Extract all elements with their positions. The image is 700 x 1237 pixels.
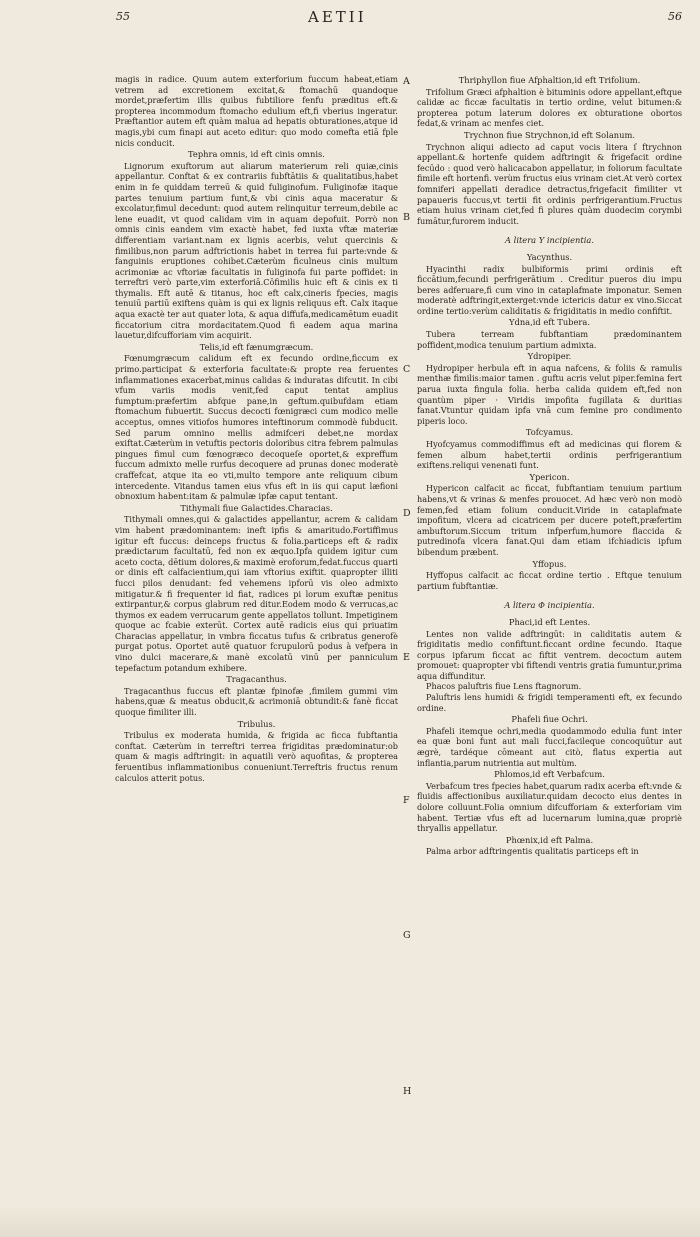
page-bottom-edge	[0, 1205, 700, 1237]
paragraph: Tubera terream fubftantiam prædominantem poffident,modica tenuium partium admixta.	[417, 329, 682, 350]
section-heading: A litera Φ incipientia.	[504, 600, 595, 611]
entry-heading: Tribulus.	[237, 718, 276, 729]
right-column	[417, 74, 682, 857]
margin-letter-a: A	[403, 76, 410, 87]
entry-heading: Phlomos,id eft Verbafcum.	[494, 769, 605, 780]
margin-letter-g: G	[403, 930, 411, 941]
entry-heading: Telis,id eft fænumgræcum.	[199, 341, 314, 352]
entry-heading: Trychnon fiue Strychnon,id eft Solanum.	[464, 129, 635, 140]
entry-heading: Tephra omnis, id eft cinis omnis.	[188, 149, 325, 160]
margin-letter-f: F	[403, 795, 410, 806]
left-column	[115, 74, 398, 783]
entry-heading: Yacynthus.	[526, 251, 573, 262]
entry-heading: Ydna,id eft Tubera.	[509, 317, 590, 328]
paragraph: Hydropiper herbula eft in aqua nafcens, & foliis & ramulis menthæ fimilis:maior tamen . guftu acris velut piper.femina fert parua iuxta fingula folia. herba calida quidem eft,fed non quantùm piper · Viridis impofita fugillata & duritias fanat.Vtuntur quidam ipfa vnā cum femine pro condimento piperis loco.	[417, 362, 682, 426]
paragraph: Phacos paluftris fiue Lens ftagnorum.	[426, 681, 582, 692]
page-number-right: 56	[668, 10, 682, 23]
section-heading: A litera Υ incipientia.	[505, 235, 594, 246]
margin-letter-h: H	[403, 1086, 412, 1097]
entry-heading: Ypericon.	[529, 471, 570, 482]
entry-heading: Thriphyllon fiue Afphaltion,id eft Trifolium.	[458, 75, 641, 85]
page-header	[0, 6, 700, 30]
margin-letter-e: E	[403, 652, 410, 663]
entry-heading: Phœnix,id eft Palma.	[505, 834, 594, 845]
entry-heading: Yffopus.	[532, 558, 567, 569]
paragraph: Lignorum exuftorum aut aliarum materierum reli quiæ,cinis appellantur. Conftat & ex contrariis fubftātiis & qualitatibus,habet enim in fe quiddam terreū & quid fuliginofum. Fuliginofæ itaque partes tenuium partium funt,& vbi cinis aqua maceratur & excolatur,fimul decedunt: quod autem relinquitur terreum,debile ac lene euadit, vt quod calidam vim in aquam depofuit. Porrò non omnis cinis eandem vim exactè habet, fed iuxta vftæ materiæ differentiam variant.nam ex lignis acerbis, velut quercinis & fimilibus,non parum adftrictionis habet in terrea fui parte:vnde & fanguinis eruptiones cohibet.Cæterùm ficulneus cinis multum acrimoniæ ac vftoriæ facultatis in fuliginofa fui parte poffidet: in terreftri verò parte,vim exterforiā.Cōfimilis huic eft & cinis ex ti thymalis. Eft autē & titanus, hoc eft calx,cineris fpecies, magis tenuiū partiū exiftens quàm is qui ex lignis reliquus eft. Calx itaque aqua exactè ter aut quater lota, & aqua diffufa,medicamētum euadit ficcatorium citra mordacitatem.Quod fi eadem aqua marina lauetur,difcufforiam vim acquirit.	[115, 160, 398, 341]
paragraph: Phafeli itemque ochri,media quodammodo edulia funt inter ea quæ boni funt aut mali fucci,facileque concoquūtur aut ægrè, tardéque cōmeant aut citò, flatus expertia aut inflantia,parum nutrientia aut multùm.	[417, 725, 682, 768]
margin-letter-b: B	[403, 212, 410, 223]
running-head: AETII	[308, 8, 367, 26]
paragraph: Hypericon calfacit ac ficcat, fubftantiam tenuium partium habens,vt & vrinas & menfes prouocet. Ad hæc verò non modò femen,fed etiam folium conducit.Viride in cataplafmate impofitum, vlcera ad cicatricem per ducere poteft,præfertim ambuftorum.Siccum tritum infperfum,humore flaccida & putredinofa vlcera fanat.Qui dam etiam ifchiadicis ipfum bibendum præbent.	[417, 483, 682, 557]
entry-heading: Ydropiper.	[527, 351, 572, 362]
paragraph: Hyofcyamus commodiffimus eft ad medicinas qui florem & femen album habet,tertii ordinis perfrigerantium exiftens.reliqui venenati funt.	[417, 439, 682, 471]
entry-heading: Phafeli fiue Ochri.	[511, 714, 588, 725]
paragraph: Tribulus ex moderata humida, & frigida ac ficca fubftantia conftat. Cæterùm in terreftri terrea frigiditas prædominatur:ob quam & magis adftringit: in aquatili verò aquofitas, & propterea feruentibus inflammationibus conueniunt.Terreftris fructus renum calculos atterit potus.	[115, 730, 398, 783]
page-number-left: 55	[116, 10, 130, 23]
paragraph: Tithymali omnes,qui & galactides appellantur, acrem & calidam vim habent prædominantem: ineft ipfis & amaritudo.Fortiffimus igitur eft fuccus: deinceps fructus & folia.particeps eft & radix prædictarum facultatū, fed non ex æquo.Ipfa quidem igitur cum aceto cocta, dētium dolores,& maximè eroforum,fedat.fuccus quarti or dinis eft calfacientium,qui iam vftorius exiftit. quapropter illiti fucci pilos denudant: fed vehemens ipforū vis oleo admixto mitigatur.& fi frequenter id fiat, radices pi lorum exuftæ penitus extirpantur,& corpus glabrum red ditur.Eodem modo & verrucas,ac thymos ex eadem verrucarum gente appellatos tollunt. Impetiginem quoque ac fcabie exterūt. Cortex autē radicis eius qui priuatim Characias appellatur, in vmbra ficcatus tufus & cribratus generofè purgat potus. Oportet autē quatuor fcrupulorū podus à vefpera in vino dulci macerare,& manè excolatū vinū per panniculum tepefactum potandum exhibere.	[115, 514, 398, 673]
paragraph: Tragacanthus fuccus eft plantæ fpinofæ ,fimilem gummi vim habens,quæ & meatus obducit,& acrimoniā obtundit:& fanè ficcat quoque fimiliter illi.	[115, 685, 398, 718]
paragraph: Fœnumgræcum calidum eft ex fecundo ordine,ficcum ex primo.participat & exterforia facultate:& propte rea feruentes inflammationes exacerbat,minus calidas & induratas difcutit. In cibi vfum variis modis venit,fed caput tentat amplius fumptum:præfertim abfque pane,in geftum.quibufdam etiam ftomachum fubuertit. Succus decocti fœnigræci cum modico melle acceptus, omnes vitiofos humores inteftinorum commodè fubducit. Sed parum omnino mellis admifceri debet,ne mordax exiftat.Cæterùm in vetuftis pectoris doloribus citra febrem palmulas pingues fimul cum fœnogræco decoqueſe oportet,& expreffum fuccum admixto melle rurfus decoquere ad prunas donec moderatè craffefcat, atque ita eo vti,multo tempore ante reliquum cibum intercedente. Vitandus tamen eius vfus eft in iis qui caput læfioni obnoxium habent:itam & palmulæ ipfæ caput tentant.	[115, 353, 398, 502]
paragraph: Trychnon aliqui adiecto ad caput vocis litera ſ ftrychnon appellant.& hortenfe quidem adftringit & frigefacit ordine fecūdo : quod verò halicacabon appellatur, in foliorum facultate fimile eft hortenfi. verùm fructus eius vrinam ciet.At verò cortex fomniferi appellati deradice detractus,frigefacit fimiliter vt papaueris fuccus,vt tertii fit ordinis perfrigerantium.Fructus etiam huius vrinam ciet,fed fi plures quàm duodecim corymbi fumātur,furorem inducit.	[417, 141, 682, 226]
entry-heading: Tragacanthus.	[226, 674, 287, 685]
paragraph: Paluftris lens humidi & frigidi temperamenti eft, ex fecundo ordine.	[417, 692, 682, 713]
paragraph: Trifolium Græci afphaltion è bituminis odore appellant,eftque calidæ ac ficcæ facultatis in tertio ordine, velut bitumen:& propterea potum laterum dolores ex obturatione obortos fedat,& vrinam ac menfes ciet.	[417, 86, 682, 129]
entry-heading: Tithymali fiue Galactides.Characias.	[180, 502, 333, 513]
entry-heading: Tofcyamus.	[525, 427, 574, 438]
entry-heading: Phaci,id eft Lentes.	[508, 616, 591, 627]
paragraph: Verbafcum tres fpecies habet,quarum radix acerba eft:vnde & fluidis affectionibus auxiliatur.quidam decocto eius dentes in dolore colluunt.Folia omnium difcufforiam & exterforiam vim habent. Tertiæ vfus eft ad lucernarum lumina,quæ propriè thryallis appellatur.	[417, 780, 682, 834]
paragraph: magis in radice. Quum autem exterforium fuccum habeat,etiam vetrem ad excretionem excitat,& ftomachū quandoque mordet,præfertim illis quibus fubtiliore fenfu præditus eft.& propterea incommodum ftomacho edulium eft,fi vberius ingeratur. Præftantior autem eft quàm malua ad hepatis obturationes,atque id magis,ybi cum finapi aut aceto editur: quo modo comefta etiā fple nicis conducit.	[115, 74, 398, 148]
paragraph: Hyacinthi radix bulbiformis primi ordinis eft ficcātium,fecundi perfrigerātium . Creditur pueros diu impu beres adferuare,fi cum vino in cataplafmate imponatur. Semen moderatè adftringit,exterget:vnde ictericis datur ex vino.Siccat ordine tertio:verùm caliditatis & frigiditatis in medio confiftit.	[417, 263, 682, 316]
paragraph: Hyffopus calfacit ac ficcat ordine tertio . Eftque tenuium partium fubftantiæ.	[417, 570, 682, 591]
margin-letter-c: C	[403, 364, 411, 375]
paragraph: Palma arbor adftringentis qualitatis particeps eft in	[426, 846, 639, 857]
margin-letter-d: D	[403, 508, 411, 519]
paragraph: Lentes non valide adftringūt: in caliditatis autem & frigiditatis medio confiftunt.ficcant ordine fecundo. Itaque corpus ipfarum ficcat ac fiftit ventrem. decoctum autem promouet: quapropter vbi fiftendi ventris gratia fumuntur,prima aqua diffunditur.	[417, 628, 682, 681]
